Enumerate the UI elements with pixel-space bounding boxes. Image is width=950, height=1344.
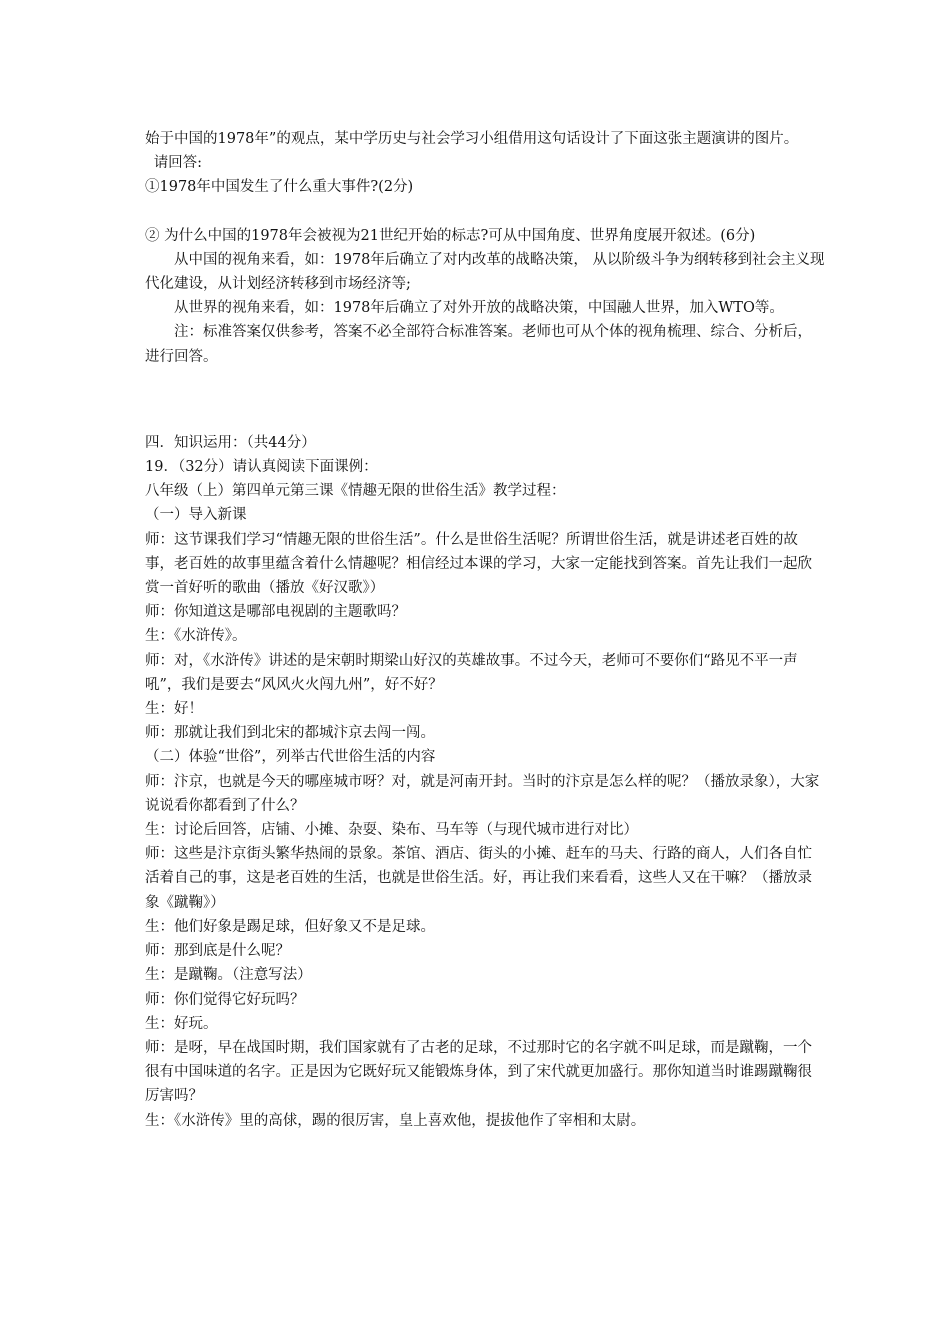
dialogue-line: 师：汴京，也就是今天的哪座城市呀？对，就是河南开封。当时的汴京是怎么样的呢？（播放录象），大家说说看你都看到了什么？ <box>145 773 820 814</box>
section-heading: 四．知识运用：（共44分） <box>145 434 316 451</box>
answer-world-view: 从世界的视角来看，如：1978年后确立了对外开放的战略决策，中国融人世界，加入WTO等。 <box>174 300 784 317</box>
intro-paragraph: 始于中国的1978年”的观点，某中学历史与社会学习小组借用这句话设计了下面这张主题演讲的图片。 <box>145 131 799 147</box>
dialogue-line: 师：这些是汴京街头繁华热闹的景象。茶馆、酒店、街头的小摊、赶车的马夫、行路的商人，人们各自忙活着自己的事，这是老百姓的生活，也就是世俗生活。好，再让我们来看看，这些人又在干嘛？（播放录象《蹴鞠》） <box>145 846 812 911</box>
dialogue-line: 生：好玩。 <box>145 1015 218 1032</box>
dialogue-line: 师：你们觉得它好玩吗？ <box>145 991 305 1008</box>
dialogue-line: 师：那到底是什么呢？ <box>145 943 290 960</box>
document-body <box>145 127 825 1133</box>
answer-note: 注：标准答案仅供参考，答案不必全部符合标准答案。老师也可从个体的视角梳理、综合、分析后，进行回答。 <box>145 324 812 365</box>
dialogue-line: 师：对，《水浒传》讲述的是宋朝时期梁山好汉的英雄故事。不过今天，老师可不要你们“路见不平一声吼”，我们是要去“风风火火闯九州”，好不好？ <box>145 652 798 693</box>
dialogue-line: 生：是蹴鞠。（注意写法） <box>145 967 312 984</box>
dialogue-line: 师：是呀，早在战国时期，我们国家就有了古老的足球，不过那时它的名字就不叫足球，而是蹴鞠，一个很有中国味道的名字。正是因为它既好玩又能锻炼身体，到了宋代就更加盛行。那你知道当时谁踢蹴鞠很厉害吗？ <box>145 1039 812 1105</box>
dialogue-line: 生：他们好象是踢足球，但好象又不是足球。 <box>145 918 435 935</box>
dialogue-line: 生：好！ <box>145 701 203 718</box>
step-1-heading: （一）导入新课 <box>145 507 247 524</box>
dialogue-line: 生：《水浒传》。 <box>145 628 247 645</box>
answer-prompt: 请回答: <box>153 155 203 172</box>
question-19: 19．（32分）请认真阅读下面课例： <box>145 459 378 476</box>
lesson-title: 八年级（上）第四单元第三课《情趣无限的世俗生活》教学过程： <box>145 483 566 500</box>
dialogue-line: 生：《水浒传》里的高俅，踢的很厉害，皇上喜欢他，提拔他作了宰相和太尉。 <box>145 1112 646 1129</box>
step-2-heading: （二）体验“世俗”，列举古代世俗生活的内容 <box>145 749 436 766</box>
dialogue-line: 师：那就让我们到北宋的都城汴京去闯一闯。 <box>145 725 435 742</box>
dialogue-line: 师：你知道这是哪部电视剧的主题歌吗？ <box>145 604 406 621</box>
dialogue-line: 生：讨论后回答，店铺、小摊、杂耍、染布、马车等（与现代城市进行对比） <box>145 822 638 839</box>
question-1: ①1978年中国发生了什么重大事件?(2分) <box>145 179 414 196</box>
question-2: ② 为什么中国的1978年会被视为21世纪开始的标志?可从中国角度、世界角度展开叙述。(6分) <box>145 227 756 244</box>
answer-china-view: 从中国的视角来看，如：1978年后确立了对内改革的战略决策， 从以阶级斗争为纲转移到社会主义现代化建设，从计划经济转移到市场经济等; <box>145 251 825 293</box>
dialogue-line: 师：这节课我们学习“情趣无限的世俗生活”。什么是世俗生活呢？所谓世俗生活，就是讲述老百姓的故事，老百姓的故事里蕴含着什么情趣呢？相信经过本课的学习，大家一定能找到答案。首先让我们一起欣赏一首好听的歌曲（播放《好汉歌》） <box>145 531 812 597</box>
